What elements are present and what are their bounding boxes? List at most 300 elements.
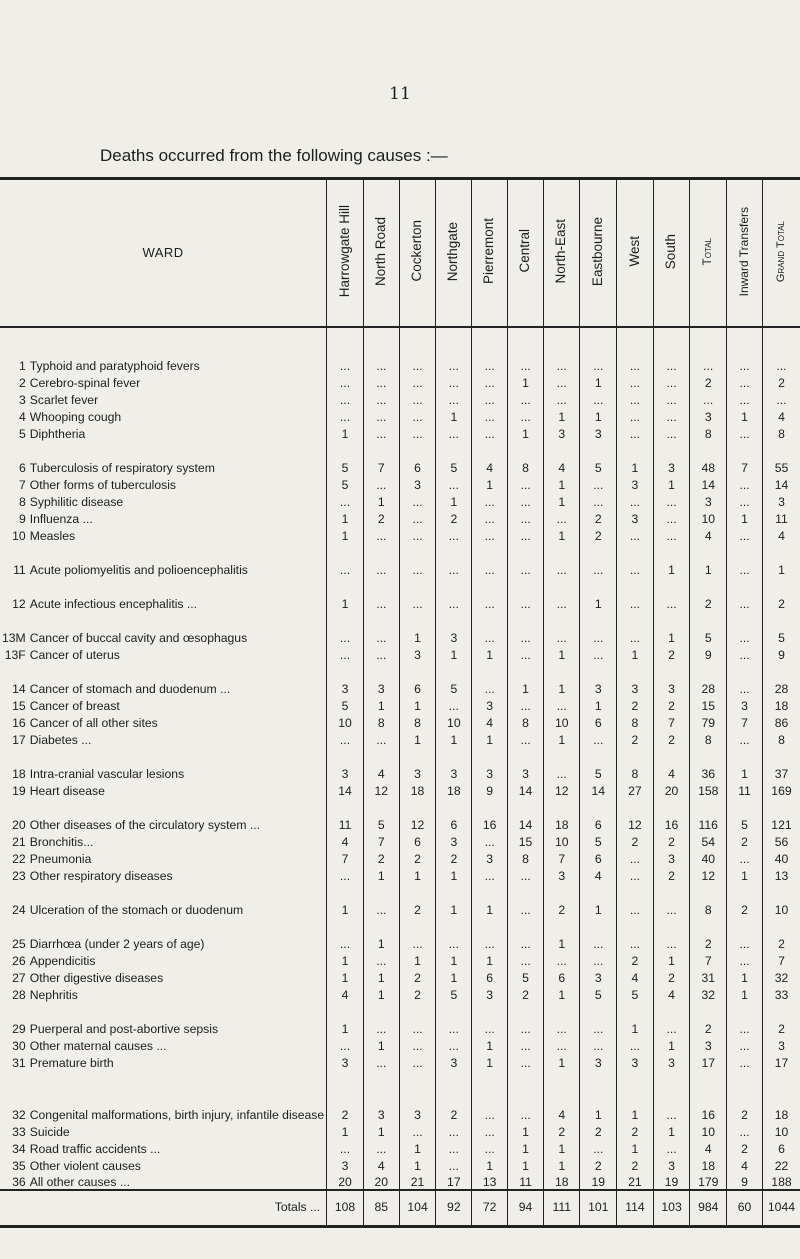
value-cell: ... xyxy=(580,611,617,645)
value-cell: ... xyxy=(653,883,690,917)
value-cell: 3 xyxy=(653,849,690,866)
value-cell: ... xyxy=(508,730,544,747)
value-cell: ... xyxy=(399,1036,436,1053)
cause-label: Other respiratory diseases xyxy=(29,868,173,883)
total-cell: 94 xyxy=(508,1190,544,1227)
col-header-label: South xyxy=(663,233,679,269)
value-cell: 17 xyxy=(762,1053,800,1070)
value-cell: 5 xyxy=(580,441,617,475)
row-number: 26 xyxy=(12,953,26,968)
value-cell: 14 xyxy=(762,475,800,492)
value-cell: 31 xyxy=(690,968,727,985)
page-heading: Deaths occurred from the following causes :— xyxy=(100,146,448,165)
value-cell: ... xyxy=(653,390,690,407)
value-cell: 1 xyxy=(727,866,763,883)
value-cell: ... xyxy=(399,577,436,611)
value-cell: 20 xyxy=(653,781,690,798)
row-number: 21 xyxy=(12,834,26,849)
value-cell: 4 xyxy=(762,407,800,424)
value-cell: ... xyxy=(399,526,436,543)
value-cell: ... xyxy=(580,730,617,747)
row-number: 9 xyxy=(18,511,26,526)
value-cell: 1 xyxy=(327,883,364,917)
value-cell: ... xyxy=(653,917,690,951)
value-cell: 3 xyxy=(653,1053,690,1070)
value-cell: ... xyxy=(363,543,399,577)
cause-label: Diphtheria xyxy=(29,426,86,441)
value-cell: 2 xyxy=(617,696,654,713)
row-number: 12 xyxy=(12,596,26,611)
value-cell: ... xyxy=(508,1036,544,1053)
row-number: 11 xyxy=(13,562,26,577)
value-cell: 12 xyxy=(399,798,436,832)
value-cell: ... xyxy=(727,390,763,407)
value-cell: 40 xyxy=(762,849,800,866)
cause-label: Pneumonia xyxy=(29,851,92,866)
value-cell: ... xyxy=(472,1139,508,1156)
value-cell: 16 xyxy=(472,798,508,832)
value-cell: ... xyxy=(399,1122,436,1139)
value-cell: ... xyxy=(327,407,364,424)
value-cell: ... xyxy=(690,327,727,373)
table-row xyxy=(0,645,800,662)
value-cell: ... xyxy=(399,1053,436,1070)
value-cell: 10 xyxy=(436,713,472,730)
value-cell: 1 xyxy=(399,951,436,968)
value-cell: ... xyxy=(653,577,690,611)
value-cell: 5 xyxy=(690,611,727,645)
value-cell: ... xyxy=(543,390,579,407)
value-cell: 3 xyxy=(399,1070,436,1122)
value-cell: ... xyxy=(327,543,364,577)
value-cell: ... xyxy=(617,492,654,509)
value-cell: 3 xyxy=(472,747,508,781)
cause-label: Cancer of stomach and duodenum ... xyxy=(29,681,231,696)
value-cell: 3 xyxy=(580,662,617,696)
value-cell: ... xyxy=(508,1053,544,1070)
value-cell: ... xyxy=(508,492,544,509)
value-cell: 3 xyxy=(399,475,436,492)
value-cell: 2 xyxy=(727,832,763,849)
value-cell: 15 xyxy=(690,696,727,713)
col-header-west xyxy=(617,179,654,327)
value-cell: 22 xyxy=(762,1156,800,1173)
value-cell: 3 xyxy=(543,866,579,883)
table-row xyxy=(0,509,800,526)
cause-label: Influenza ... xyxy=(29,511,93,526)
value-cell: 3 xyxy=(762,1036,800,1053)
col-header-label: Eastbourne xyxy=(589,216,605,286)
value-cell: ... xyxy=(617,866,654,883)
value-cell: 1 xyxy=(472,1036,508,1053)
value-cell: 7 xyxy=(690,951,727,968)
value-cell: 2 xyxy=(653,968,690,985)
cause-label: Acute poliomyelitis and polioencephalitis xyxy=(29,562,248,577)
value-cell: 8 xyxy=(690,730,727,747)
value-cell: 6 xyxy=(436,798,472,832)
value-cell: ... xyxy=(653,509,690,526)
value-cell: ... xyxy=(727,424,763,441)
value-cell: 1 xyxy=(727,407,763,424)
value-cell: 4 xyxy=(543,441,579,475)
value-cell: 2 xyxy=(690,917,727,951)
value-cell: ... xyxy=(327,730,364,747)
value-cell: 1 xyxy=(436,730,472,747)
col-header-grand-total xyxy=(762,179,800,327)
value-cell: ... xyxy=(727,1002,763,1036)
value-cell: 14 xyxy=(327,781,364,798)
value-cell: 86 xyxy=(762,713,800,730)
row-number: 5 xyxy=(18,426,26,441)
value-cell: 1 xyxy=(543,662,579,696)
total-cell: 104 xyxy=(399,1190,436,1227)
table-row xyxy=(0,1122,800,1139)
value-cell: ... xyxy=(508,1002,544,1036)
value-cell: 8 xyxy=(508,441,544,475)
value-cell: ... xyxy=(472,543,508,577)
value-cell: 1 xyxy=(327,1122,364,1139)
value-cell: 3 xyxy=(436,747,472,781)
row-number: 22 xyxy=(12,851,26,866)
value-cell: 4 xyxy=(327,832,364,849)
value-cell: 14 xyxy=(580,781,617,798)
value-cell: 1 xyxy=(653,951,690,968)
cause-label: Cancer of all other sites xyxy=(29,715,158,730)
value-cell: 6 xyxy=(762,1139,800,1156)
value-cell: 48 xyxy=(690,441,727,475)
row-number: 30 xyxy=(12,1038,26,1053)
value-cell: ... xyxy=(653,327,690,373)
value-cell: ... xyxy=(508,509,544,526)
value-cell: ... xyxy=(580,1002,617,1036)
value-cell: 1 xyxy=(363,492,399,509)
value-cell: 1 xyxy=(399,696,436,713)
row-number: 24 xyxy=(12,902,26,917)
value-cell: ... xyxy=(399,373,436,390)
value-cell: 3 xyxy=(580,968,617,985)
value-cell: ... xyxy=(762,327,800,373)
value-cell: 14 xyxy=(508,798,544,832)
value-cell: 1 xyxy=(653,1036,690,1053)
value-cell: 7 xyxy=(363,441,399,475)
row-number: 18 xyxy=(12,766,26,781)
value-cell: ... xyxy=(580,1036,617,1053)
value-cell: ... xyxy=(508,327,544,373)
cause-label: Nephritis xyxy=(29,987,78,1002)
row-number: 35 xyxy=(12,1158,26,1173)
value-cell: 28 xyxy=(762,662,800,696)
value-cell: 1 xyxy=(653,543,690,577)
value-cell: 2 xyxy=(436,509,472,526)
value-cell: 1 xyxy=(690,543,727,577)
value-cell: 4 xyxy=(363,747,399,781)
value-cell: ... xyxy=(727,577,763,611)
value-cell: 2 xyxy=(580,509,617,526)
value-cell: 21 xyxy=(399,1173,436,1190)
value-cell: 1 xyxy=(399,611,436,645)
value-cell: 18 xyxy=(690,1156,727,1173)
value-cell: 5 xyxy=(436,662,472,696)
value-cell: 12 xyxy=(543,781,579,798)
value-cell: 5 xyxy=(580,832,617,849)
page-number: 11 xyxy=(389,84,411,104)
value-cell: 17 xyxy=(690,1053,727,1070)
value-cell: 2 xyxy=(653,832,690,849)
value-cell: 3 xyxy=(399,747,436,781)
value-cell: 11 xyxy=(508,1173,544,1190)
value-cell: 3 xyxy=(690,407,727,424)
value-cell: ... xyxy=(327,1036,364,1053)
row-number: 29 xyxy=(12,1021,26,1036)
value-cell: ... xyxy=(436,577,472,611)
value-cell: 1 xyxy=(508,662,544,696)
value-cell: ... xyxy=(508,390,544,407)
value-cell: 1 xyxy=(653,1122,690,1139)
value-cell: ... xyxy=(727,492,763,509)
cause-label: Cancer of uterus xyxy=(29,647,120,662)
value-cell: 2 xyxy=(399,849,436,866)
table-row xyxy=(0,917,800,951)
ward-header: WARD xyxy=(0,179,327,327)
value-cell: 7 xyxy=(653,713,690,730)
value-cell: 1 xyxy=(543,1139,579,1156)
value-cell: 4 xyxy=(580,866,617,883)
col-header-eastbourne xyxy=(580,179,617,327)
value-cell: ... xyxy=(543,543,579,577)
value-cell: 37 xyxy=(762,747,800,781)
value-cell: ... xyxy=(436,1002,472,1036)
value-cell: 1 xyxy=(327,951,364,968)
value-cell: 3 xyxy=(399,645,436,662)
cause-label: Suicide xyxy=(29,1124,70,1139)
value-cell: ... xyxy=(436,526,472,543)
col-header-harrowgate-hill xyxy=(327,179,364,327)
col-header-label: North-East xyxy=(553,218,569,284)
value-cell: ... xyxy=(543,373,579,390)
cause-label: Road traffic accidents ... xyxy=(29,1141,161,1156)
value-cell: ... xyxy=(580,543,617,577)
value-cell: 9 xyxy=(690,645,727,662)
table-row xyxy=(0,781,800,798)
value-cell: ... xyxy=(543,327,579,373)
table-row xyxy=(0,611,800,645)
col-header-label: West xyxy=(626,235,642,267)
value-cell: ... xyxy=(363,1002,399,1036)
value-cell: ... xyxy=(617,373,654,390)
col-header-central xyxy=(508,179,544,327)
row-number: 33 xyxy=(12,1124,26,1139)
value-cell: ... xyxy=(617,1036,654,1053)
value-cell: 1 xyxy=(363,1122,399,1139)
cause-label: Scarlet fever xyxy=(29,392,99,407)
table-header-row xyxy=(0,179,800,327)
value-cell: ... xyxy=(580,1139,617,1156)
value-cell: 1 xyxy=(543,917,579,951)
value-cell: ... xyxy=(727,475,763,492)
table-row xyxy=(0,441,800,475)
value-cell: ... xyxy=(363,951,399,968)
value-cell: 10 xyxy=(762,1122,800,1139)
value-cell: ... xyxy=(653,492,690,509)
value-cell: 2 xyxy=(363,509,399,526)
value-cell: 8 xyxy=(690,883,727,917)
value-cell: 18 xyxy=(762,1070,800,1122)
value-cell: 4 xyxy=(472,713,508,730)
value-cell: ... xyxy=(508,577,544,611)
value-cell: ... xyxy=(363,327,399,373)
value-cell: 1 xyxy=(508,1122,544,1139)
value-cell: 4 xyxy=(543,1070,579,1122)
value-cell: 1 xyxy=(543,1053,579,1070)
value-cell: 1 xyxy=(399,1139,436,1156)
value-cell: 1 xyxy=(727,509,763,526)
value-cell: 2 xyxy=(727,1139,763,1156)
value-cell: 1 xyxy=(543,475,579,492)
value-cell: ... xyxy=(617,407,654,424)
value-cell: 5 xyxy=(436,441,472,475)
value-cell: 6 xyxy=(399,662,436,696)
value-cell: ... xyxy=(399,424,436,441)
value-cell: 4 xyxy=(617,968,654,985)
value-cell: ... xyxy=(472,509,508,526)
value-cell: ... xyxy=(653,407,690,424)
value-cell: ... xyxy=(436,1139,472,1156)
value-cell: 7 xyxy=(327,849,364,866)
value-cell: 5 xyxy=(762,611,800,645)
value-cell: 7 xyxy=(762,951,800,968)
value-cell: 7 xyxy=(363,832,399,849)
value-cell: ... xyxy=(472,866,508,883)
value-cell: 1 xyxy=(543,1156,579,1173)
value-cell: 5 xyxy=(508,968,544,985)
value-cell: 2 xyxy=(543,1122,579,1139)
value-cell: 3 xyxy=(617,1053,654,1070)
value-cell: 1 xyxy=(399,1156,436,1173)
row-number: 19 xyxy=(12,783,26,798)
table-row xyxy=(0,985,800,1002)
value-cell: ... xyxy=(543,577,579,611)
value-cell: 21 xyxy=(617,1173,654,1190)
value-cell: 6 xyxy=(543,968,579,985)
cause-label: Other digestive diseases xyxy=(29,970,164,985)
value-cell: 1 xyxy=(472,1053,508,1070)
value-cell: ... xyxy=(727,1036,763,1053)
value-cell: ... xyxy=(363,611,399,645)
value-cell: 2 xyxy=(727,883,763,917)
totals-label: Totals ... xyxy=(0,1190,327,1227)
row-number: 13M xyxy=(2,630,26,645)
value-cell: ... xyxy=(762,390,800,407)
value-cell: 3 xyxy=(653,1156,690,1173)
cause-label: Heart disease xyxy=(29,783,105,798)
value-cell: ... xyxy=(617,849,654,866)
value-cell: 1 xyxy=(580,1070,617,1122)
value-cell: ... xyxy=(472,917,508,951)
value-cell: 10 xyxy=(543,832,579,849)
value-cell: 1 xyxy=(472,730,508,747)
value-cell: 3 xyxy=(436,1053,472,1070)
value-cell: ... xyxy=(727,1053,763,1070)
value-cell: ... xyxy=(508,866,544,883)
value-cell: ... xyxy=(580,390,617,407)
value-cell: 1 xyxy=(472,645,508,662)
value-cell: ... xyxy=(580,917,617,951)
totals-row xyxy=(0,1190,800,1227)
value-cell: ... xyxy=(327,390,364,407)
col-header-cockerton xyxy=(399,179,436,327)
table-row xyxy=(0,747,800,781)
value-cell: 8 xyxy=(617,747,654,781)
table-row xyxy=(0,849,800,866)
cause-label: Diarrhœa (under 2 years of age) xyxy=(29,936,205,951)
value-cell: ... xyxy=(363,1139,399,1156)
value-cell: ... xyxy=(472,577,508,611)
value-cell: 1 xyxy=(436,883,472,917)
value-cell: 2 xyxy=(327,1070,364,1122)
value-cell: 1 xyxy=(617,1002,654,1036)
row-number: 3 xyxy=(18,392,26,407)
value-cell: ... xyxy=(653,424,690,441)
value-cell: ... xyxy=(363,645,399,662)
value-cell: ... xyxy=(472,1070,508,1122)
value-cell: 2 xyxy=(653,730,690,747)
value-cell: ... xyxy=(543,696,579,713)
value-cell: 33 xyxy=(762,985,800,1002)
value-cell: 4 xyxy=(762,526,800,543)
value-cell: 2 xyxy=(436,1070,472,1122)
value-cell: ... xyxy=(617,611,654,645)
value-cell: 2 xyxy=(762,1002,800,1036)
value-cell: ... xyxy=(327,492,364,509)
col-header-north-east xyxy=(543,179,579,327)
value-cell: 3 xyxy=(327,747,364,781)
value-cell: 3 xyxy=(436,611,472,645)
value-cell: ... xyxy=(653,1002,690,1036)
total-cell: 72 xyxy=(472,1190,508,1227)
value-cell: 18 xyxy=(762,696,800,713)
value-cell: ... xyxy=(543,747,579,781)
value-cell: 1 xyxy=(436,492,472,509)
value-cell: ... xyxy=(580,475,617,492)
value-cell: 20 xyxy=(363,1173,399,1190)
value-cell: 7 xyxy=(727,713,763,730)
table-row xyxy=(0,1139,800,1156)
col-header-label: Pierremont xyxy=(481,218,497,285)
value-cell: ... xyxy=(580,492,617,509)
table-row xyxy=(0,543,800,577)
value-cell: 1 xyxy=(508,1156,544,1173)
value-cell: 1 xyxy=(543,730,579,747)
value-cell: 1 xyxy=(617,1070,654,1122)
cause-label: Typhoid and paratyphoid fevers xyxy=(29,358,200,373)
row-number: 36 xyxy=(12,1174,26,1189)
value-cell: ... xyxy=(508,543,544,577)
value-cell: 6 xyxy=(472,968,508,985)
total-cell: 92 xyxy=(436,1190,472,1227)
row-number: 6 xyxy=(18,460,26,475)
table-row xyxy=(0,730,800,747)
value-cell: 158 xyxy=(690,781,727,798)
value-cell: 20 xyxy=(327,1173,364,1190)
value-cell: ... xyxy=(508,1070,544,1122)
value-cell: 1 xyxy=(327,577,364,611)
value-cell: 10 xyxy=(762,883,800,917)
value-cell: ... xyxy=(617,883,654,917)
cause-label: Cancer of buccal cavity and œsophagus xyxy=(29,630,248,645)
value-cell: ... xyxy=(436,373,472,390)
value-cell: ... xyxy=(617,917,654,951)
col-header-inward-transfers xyxy=(727,179,763,327)
